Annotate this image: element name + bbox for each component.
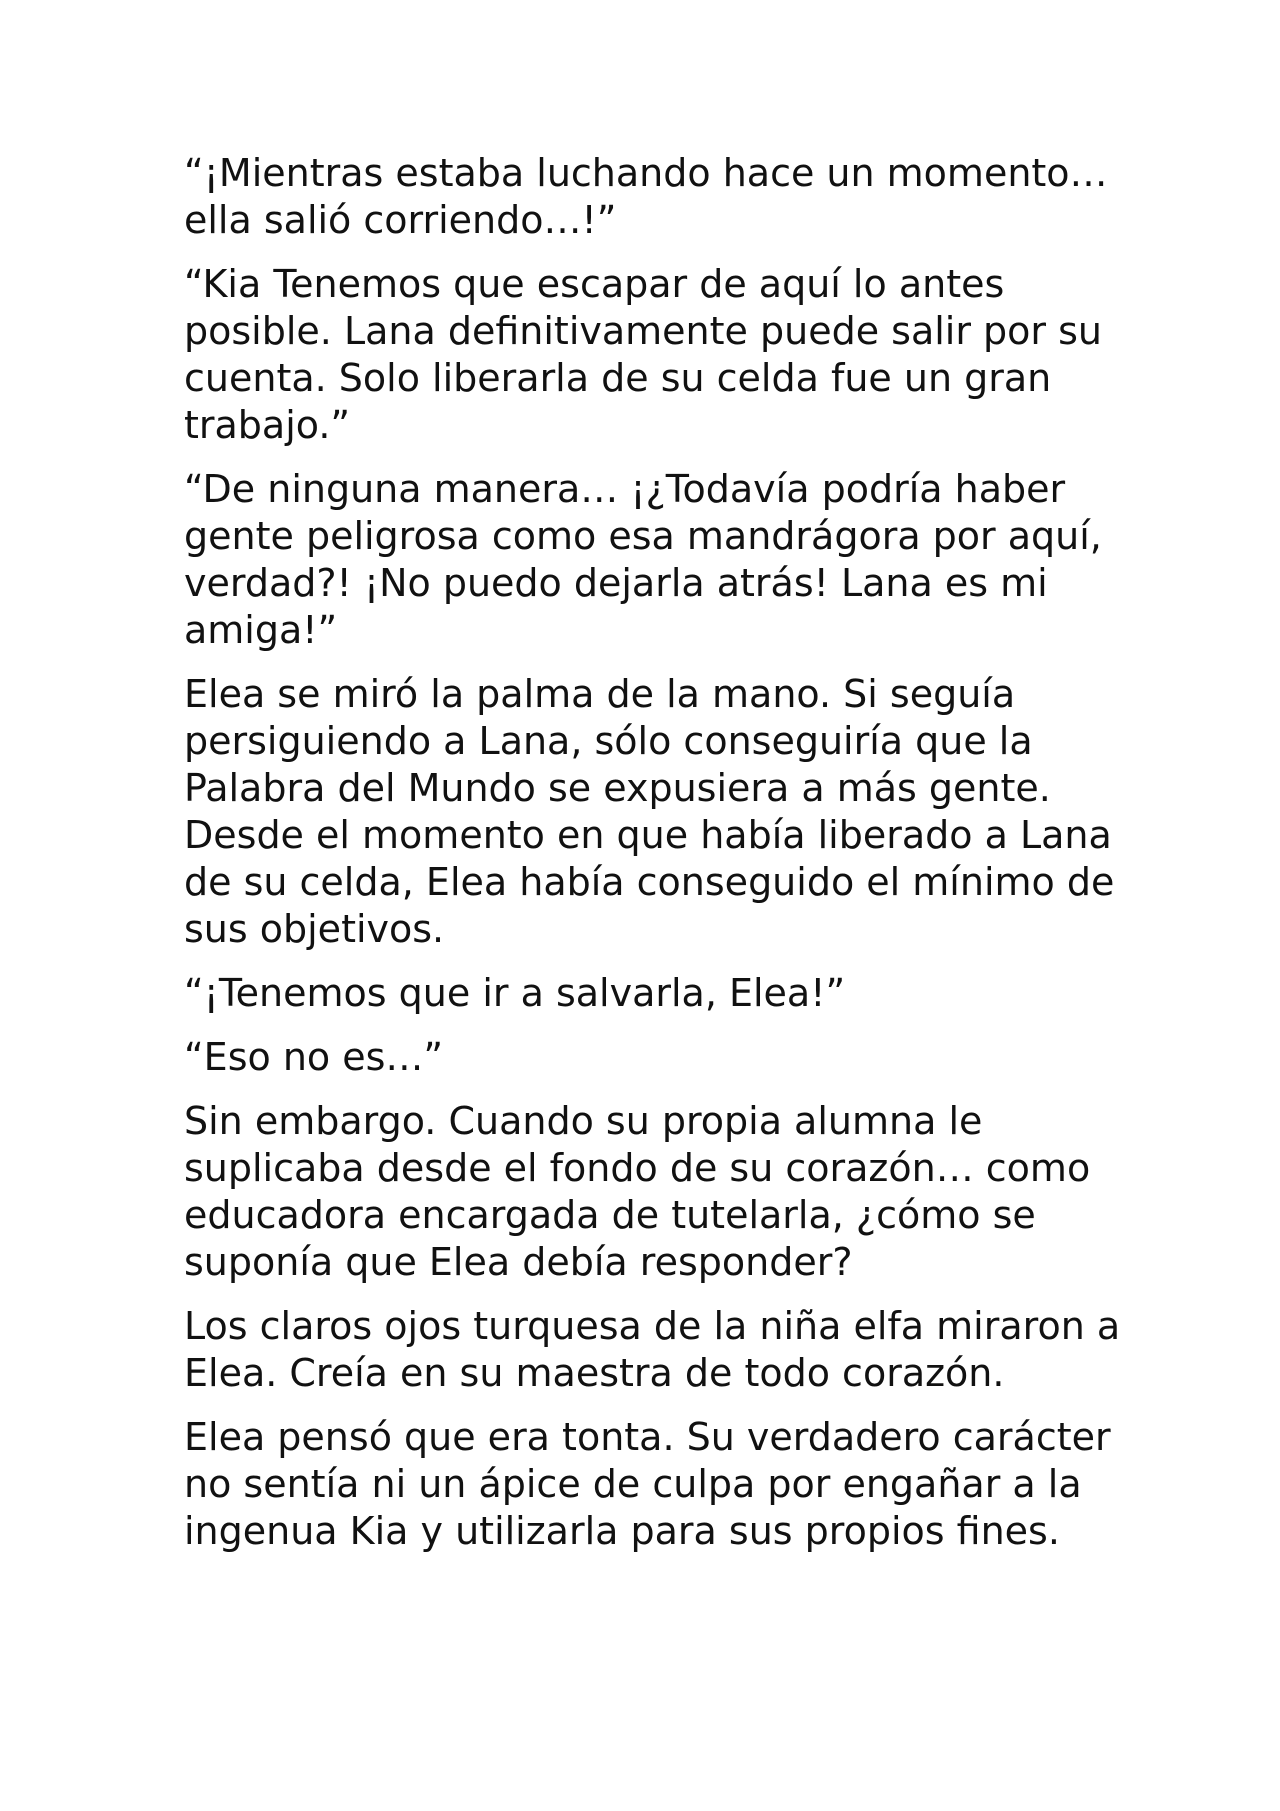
story-text [184,150,1124,1572]
paragraph-4: Elea se miró la palma de la mano. Si seguía persiguiendo a Lana, sólo conseguiría que la Palabra del Mundo se expusiera a más gente. Desde el momento en que había liberado a Lana de su celda, Elea había conseguido el mínimo de sus objetivos. [184,672,1115,951]
paragraph-6: “Eso no es…” [184,1035,444,1079]
paragraph-2: “Kia Tenemos que escapar de aquí lo antes posible. Lana definitivamente puede salir por su cuenta. Solo liberarla de su celda fue un gran trabajo.” [184,262,1103,447]
paragraph-3: “De ninguna manera… ¡¿Todavía podría haber gente peligrosa como esa mandrágora por aquí, verdad?! ¡No puedo dejarla atrás! Lana es mi amiga!” [184,467,1102,652]
paragraph-5: “¡Tenemos que ir a salvarla, Elea!” [184,971,846,1015]
paragraph-9: Elea pensó que era tonta. Su verdadero carácter no sentía ni un ápice de culpa por engañar a la ingenua Kia y utilizarla para sus propios fines. [184,1415,1111,1553]
paragraph-8: Los claros ojos turquesa de la niña elfa miraron a Elea. Creía en su maestra de todo corazón. [184,1304,1121,1395]
paragraph-7: Sin embargo. Cuando su propia alumna le suplicaba desde el fondo de su corazón… como educadora encargada de tutelarla, ¿cómo se suponía que Elea debía responder? [184,1099,1091,1284]
paragraph-1: “¡Mientras estaba luchando hace un momento… ella salió corriendo…!” [184,151,1108,242]
